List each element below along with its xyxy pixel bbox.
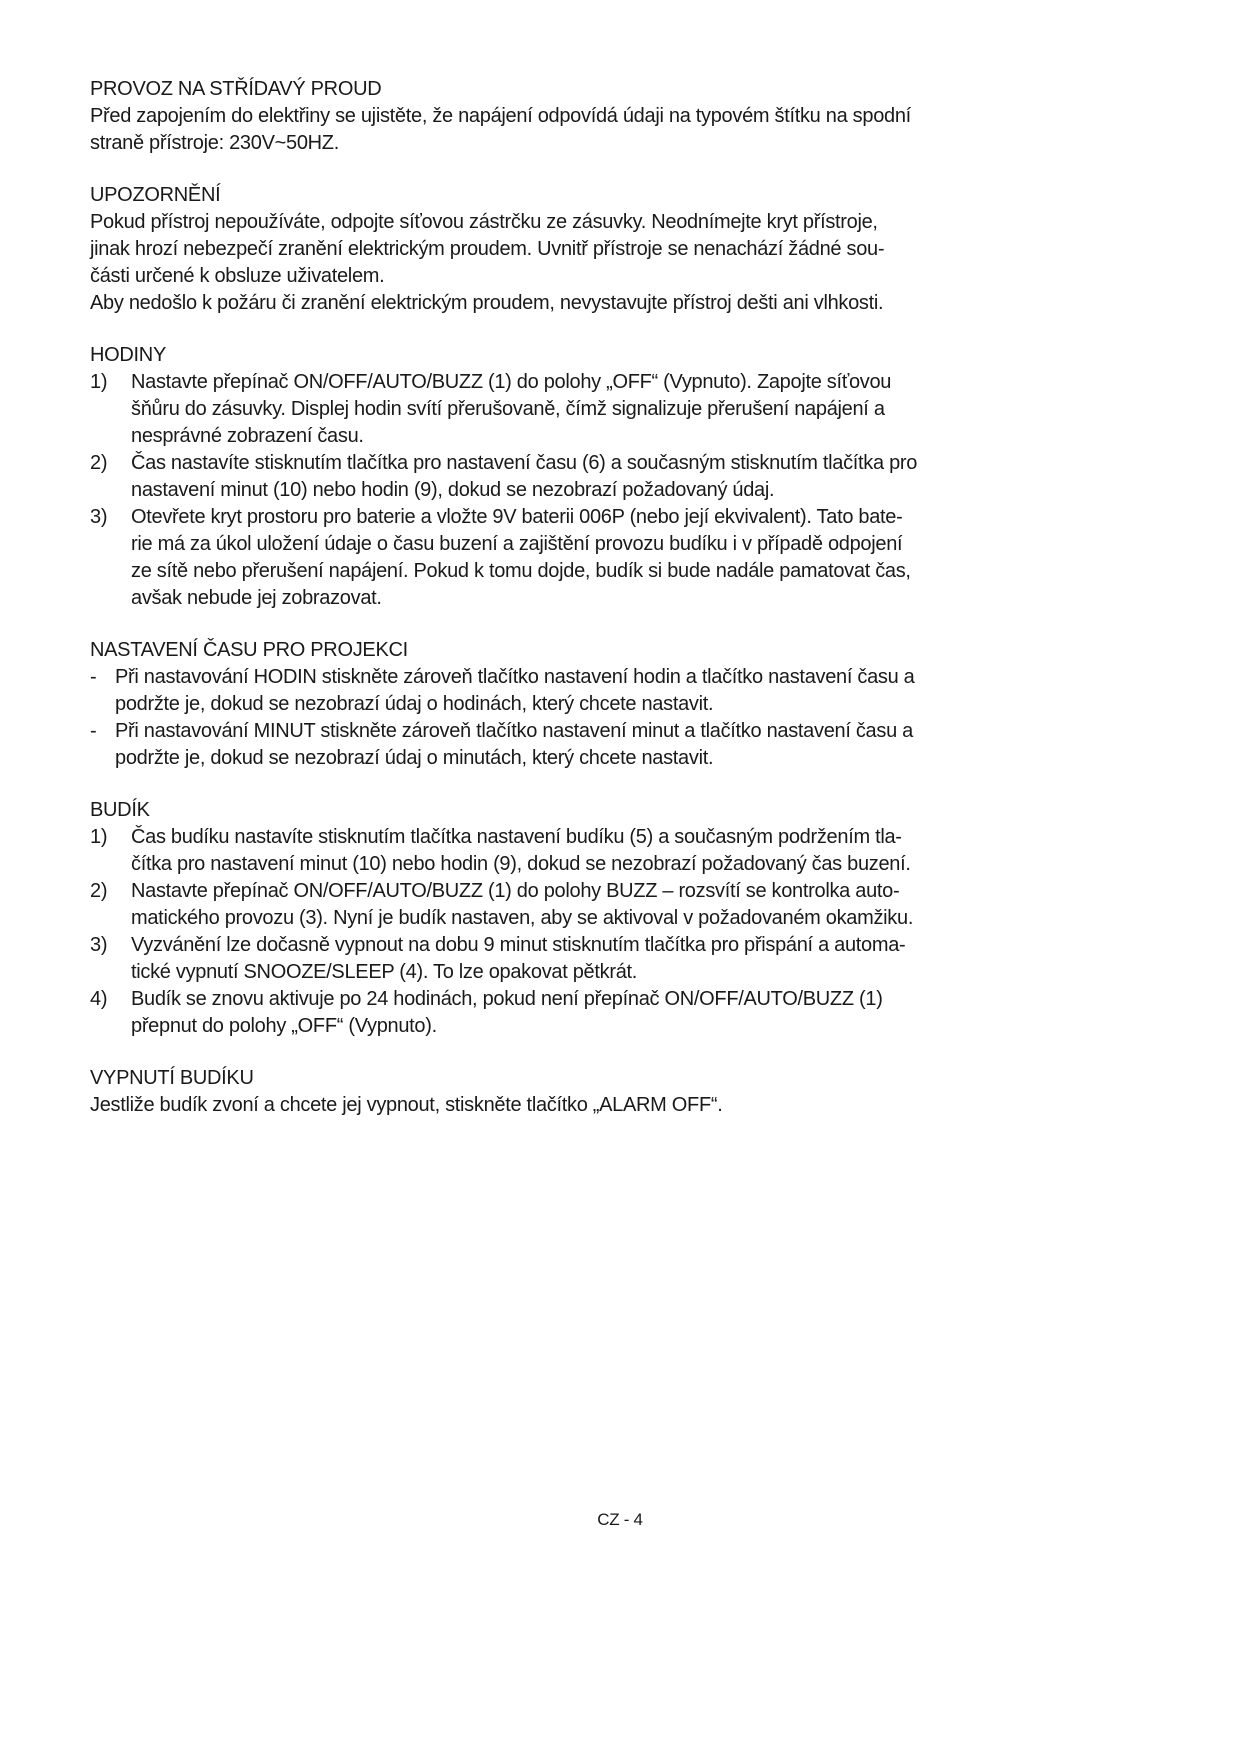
section-ac-power <box>90 76 1150 157</box>
list-marker: 3) <box>90 934 108 956</box>
list-line: Nastavte přepínač ON/OFF/AUTO/BUZZ (1) do polohy „OFF“ (Vypnuto). Zapojte síťovou <box>131 371 892 393</box>
list-item <box>90 932 1150 986</box>
page-number: CZ - 4 <box>597 1510 643 1529</box>
section-warning <box>90 182 1150 317</box>
list-item <box>90 986 1150 1040</box>
section-alarm-off <box>90 1065 1150 1119</box>
section-heading: HODINY <box>90 344 166 366</box>
list-line: Vyzvánění lze dočasně vypnout na dobu 9 minut stisknutím tlačítka pro přispání a automa- <box>131 934 906 956</box>
list-line: Čas nastavíte stisknutím tlačítka pro nastavení času (6) a současným stisknutím tlačítka pro <box>131 452 918 474</box>
list-item <box>90 504 1150 612</box>
list-marker: 1) <box>90 371 108 393</box>
list-line: podržte je, dokud se nezobrazí údaj o hodinách, který chcete nastavit. <box>115 693 714 715</box>
list-line: přepnut do polohy „OFF“ (Vypnuto). <box>131 1015 437 1037</box>
list-line: šňůru do zásuvky. Displej hodin svítí přerušovaně, čímž signalizuje přerušení napájení a <box>131 398 885 420</box>
list-item <box>90 878 1150 932</box>
list-line: Otevřete kryt prostoru pro baterie a vložte 9V baterii 006P (nebo její ekvivalent). Tato bate- <box>131 506 903 528</box>
list-item <box>90 369 1150 450</box>
list-line: podržte je, dokud se nezobrazí údaj o minutách, který chcete nastavit. <box>115 747 714 769</box>
paragraph-line: straně přístroje: 230V~50HZ. <box>90 132 339 154</box>
document-page <box>90 76 1150 1144</box>
list-line: čítka pro nastavení minut (10) nebo hodin (9), dokud se nezobrazí požadovaný čas buzení. <box>131 853 911 875</box>
list-marker: - <box>90 720 97 742</box>
list-line: ze sítě nebo přerušení napájení. Pokud k tomu dojde, budík si bude nadále pamatovat čas, <box>131 560 911 582</box>
list-marker: 2) <box>90 880 108 902</box>
list-marker: 3) <box>90 506 108 528</box>
list-line: Čas budíku nastavíte stisknutím tlačítka nastavení budíku (5) a současným podržením tla- <box>131 826 902 848</box>
list-line: tické vypnutí SNOOZE/SLEEP (4). To lze opakovat pětkrát. <box>131 961 638 983</box>
list-line: Při nastavování HODIN stiskněte zároveň tlačítko nastavení hodin a tlačítko nastavení času a <box>115 666 915 688</box>
list-line: Budík se znovu aktivuje po 24 hodinách, pokud není přepínač ON/OFF/AUTO/BUZZ (1) <box>131 988 883 1010</box>
list-line: nesprávné zobrazení času. <box>131 425 364 447</box>
paragraph-line: Aby nedošlo k požáru či zranění elektrickým proudem, nevystavujte přístroj dešti ani vlhkosti. <box>90 292 884 314</box>
list-marker: 2) <box>90 452 108 474</box>
list-marker: 4) <box>90 988 108 1010</box>
paragraph-line: Před zapojením do elektřiny se ujistěte, že napájení odpovídá údaji na typovém štítku na spodní <box>90 105 911 127</box>
paragraph-line: Jestliže budík zvoní a chcete jej vypnout, stiskněte tlačítko „ALARM OFF“. <box>90 1094 723 1116</box>
list-line: avšak nebude jej zobrazovat. <box>131 587 382 609</box>
section-heading: PROVOZ NA STŘÍDAVÝ PROUD <box>90 78 382 100</box>
section-heading: BUDÍK <box>90 799 150 821</box>
paragraph-line: jinak hrozí nebezpečí zranění elektrickým proudem. Uvnitř přístroje se nenachází žádné sou- <box>90 238 885 260</box>
list-line: nastavení minut (10) nebo hodin (9), dokud se nezobrazí požadovaný údaj. <box>131 479 775 501</box>
list-item <box>90 824 1150 878</box>
list-line: matického provozu (3). Nyní je budík nastaven, aby se aktivoval v požadovaném okamžiku. <box>131 907 914 929</box>
section-clock <box>90 342 1150 612</box>
list-item <box>90 450 1150 504</box>
paragraph-line: části určené k obsluze uživatelem. <box>90 265 385 287</box>
section-heading: UPOZORNĚNÍ <box>90 184 221 206</box>
list-line: Při nastavování MINUT stiskněte zároveň tlačítko nastavení minut a tlačítko nastavení času a <box>115 720 913 742</box>
list-line: rie má za úkol uložení údaje o času buzení a zajištění provozu budíku i v případě odpojení <box>131 533 903 555</box>
section-alarm <box>90 797 1150 1040</box>
list-item <box>90 664 1150 718</box>
section-heading: VYPNUTÍ BUDÍKU <box>90 1067 254 1089</box>
list-marker: - <box>90 666 97 688</box>
paragraph-line: Pokud přístroj nepoužíváte, odpojte síťovou zástrčku ze zásuvky. Neodnímejte kryt přístroje, <box>90 211 878 233</box>
section-heading: NASTAVENÍ ČASU PRO PROJEKCI <box>90 639 408 661</box>
list-marker: 1) <box>90 826 108 848</box>
section-projection-time <box>90 637 1150 772</box>
list-item <box>90 718 1150 772</box>
list-line: Nastavte přepínač ON/OFF/AUTO/BUZZ (1) do polohy BUZZ – rozsvítí se kontrolka auto- <box>131 880 900 902</box>
